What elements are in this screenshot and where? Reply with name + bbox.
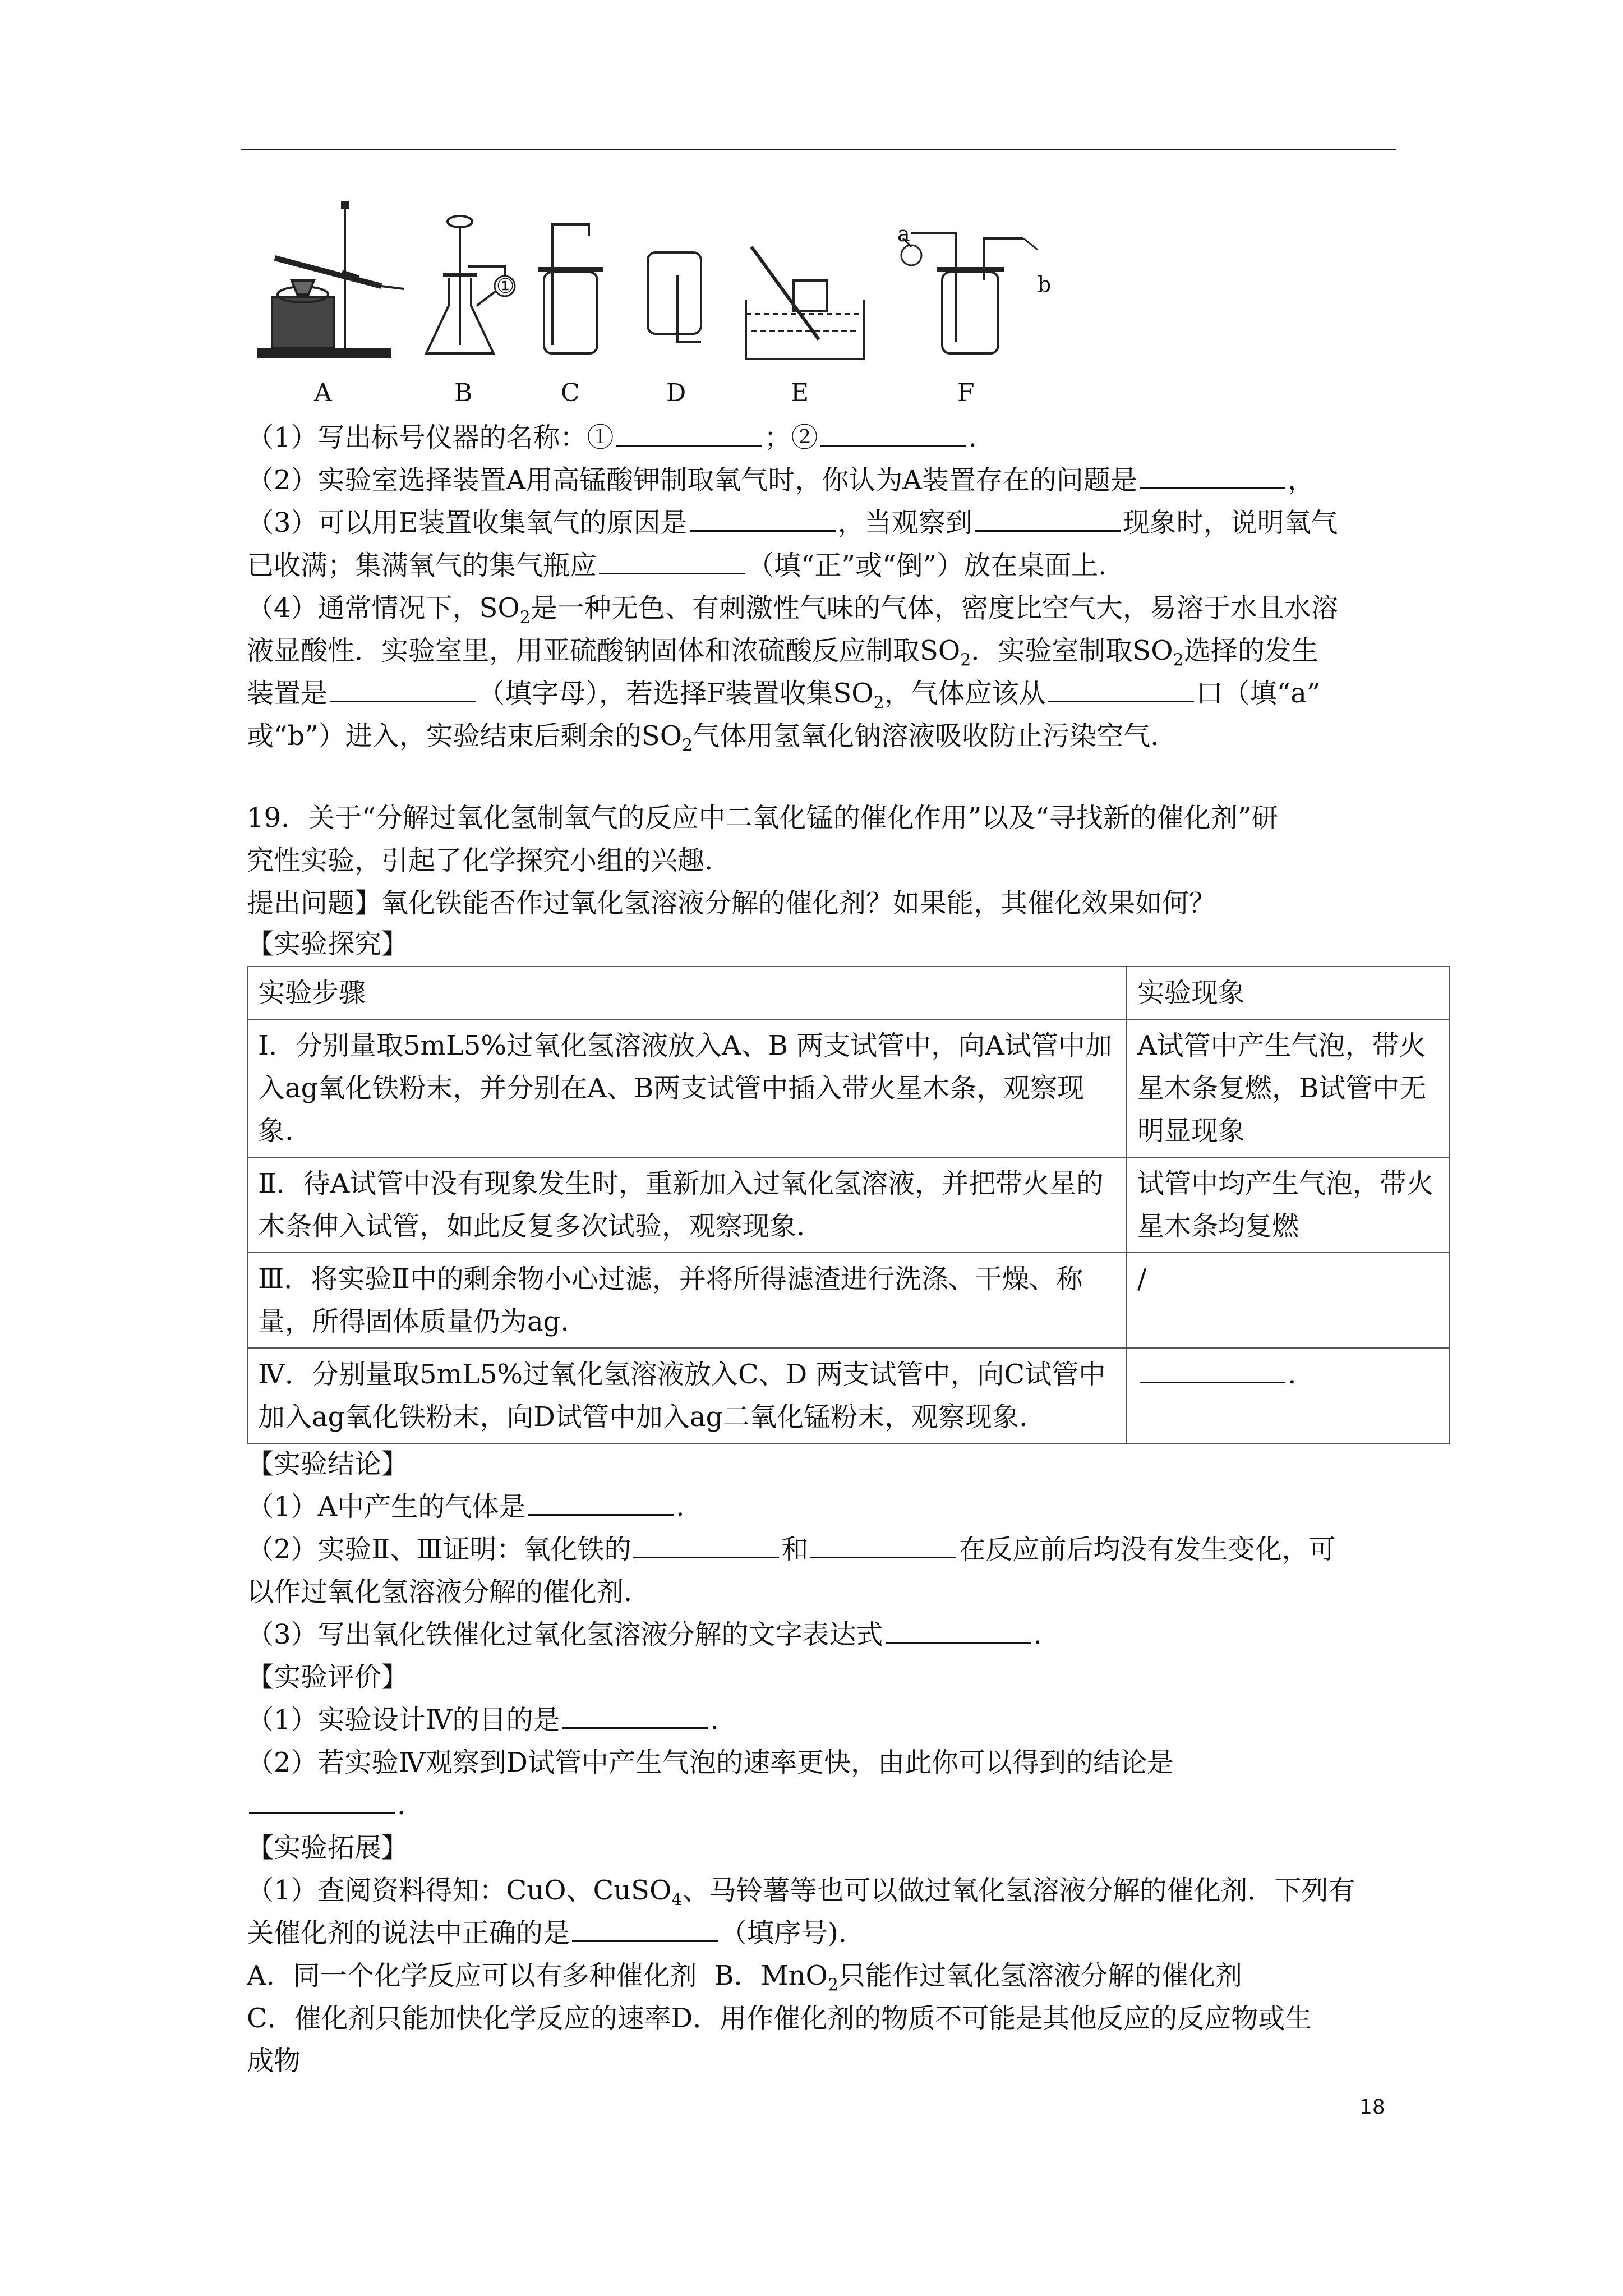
table-row [247, 1253, 1450, 1348]
table-header-row [247, 967, 1450, 1019]
apparatus-figure [241, 196, 1166, 415]
apparatus-e [746, 247, 864, 359]
q18-line-3: （3）可以用E装置收集氧气的原因是 ，当观察到 现象时，说明氧气 [247, 501, 1338, 544]
option-b: B．MnO$_2$只能作过氧化氢溶液分解的催化剂 [714, 1960, 1242, 1995]
q18-line-7: 装置是 （填字母），若选择F装置收集$SO_2$，气体应该从 口（填“a” [247, 672, 1320, 725]
evaluation-2: （2）若实验Ⅳ观察到D试管中产生气泡的速率更快，由此你可以得到的结论是 [247, 1747, 1174, 1778]
label-a: A [314, 379, 332, 407]
q18-line-8: 或“b”）进入，实验结束后剩余的$SO_2$气体用氢氧化钠溶液吸收防止污染空气. [247, 720, 1159, 756]
apparatus-f [901, 233, 1038, 353]
table-cell-observation: A试管中产生气泡，带火星木条复燃，B试管中无明显现象 [1127, 1019, 1450, 1157]
callout-a: a [897, 222, 910, 246]
callout-1: ① [496, 275, 515, 298]
conclusion-1: （1）A中产生的气体是 . [247, 1485, 684, 1528]
section-explore: 【实验探究】 [247, 928, 409, 960]
q19-question: 提出问题】氧化铁能否作过氧化氢溶液分解的催化剂？如果能，其催化效果如何？ [247, 887, 1216, 919]
evaluation-1: （1）实验设计Ⅳ的目的是 . [247, 1699, 719, 1741]
apparatus-a [258, 202, 404, 357]
q18-line-2: （2）实验室选择装置A用高锰酸钾制取氧气时，你认为A装置存在的问题是 ， [247, 459, 1315, 501]
answer-blank[interactable] [599, 548, 745, 574]
answer-blank[interactable] [690, 505, 836, 532]
table-cell-step: Ⅱ．待A试管中没有现象发生时，重新加入过氧化氢溶液，并把带火星的木条伸入试管，如此反复多次试验，观察现象. [247, 1157, 1127, 1253]
table-header: 实验步骤 [247, 967, 1127, 1019]
option-d: D．用作催化剂的物质不可能是其他反应的反应物或生 [671, 2003, 1312, 2034]
answer-blank[interactable] [1048, 676, 1194, 702]
options-cd [247, 1997, 1312, 2040]
answer-blank[interactable] [616, 420, 762, 447]
apparatus-d [648, 252, 701, 342]
answer-blank[interactable] [975, 505, 1121, 532]
extension-1: （1）查阅资料得知：CuO、CuSO$_4$、马铃薯等也可以做过氧化氢溶液分解的催化剂．下列有 [247, 1875, 1355, 1910]
callout-b: b [1038, 272, 1052, 297]
answer-blank[interactable] [249, 1788, 395, 1814]
option-c: C．催化剂只能加快化学反应的速率 [247, 2003, 671, 2034]
answer-blank[interactable] [572, 1916, 718, 1942]
q18-line-6: 液显酸性．实验室里，用亚硫酸钠固体和浓硫酸反应制取$SO_2$．实验室制取$SO_2$选择的发生 [247, 635, 1318, 670]
table-header: 实验现象 [1127, 967, 1450, 1019]
q19-intro-1: 19．关于“分解过氧化氢制氧气的反应中二氧化锰的催化作用”以及“寻找新的催化剂”研 [247, 802, 1279, 834]
label-b: B [454, 379, 473, 407]
label-d: D [666, 379, 686, 407]
answer-blank[interactable] [562, 1703, 708, 1729]
conclusion-2: （2）实验Ⅱ、Ⅲ证明：氧化铁的 和 在反应前后均没有发生变化，可 [247, 1528, 1336, 1571]
table-cell-observation: . [1127, 1348, 1450, 1443]
section-evaluation: 【实验评价】 [247, 1662, 409, 1693]
experiment-table [247, 966, 1450, 1444]
conclusion-2-cont: 以作过氧化氢溶液分解的催化剂. [247, 1576, 633, 1608]
evaluation-2-answer: . [247, 1784, 405, 1826]
q19-intro-2: 究性实验，引起了化学探究小组的兴趣. [247, 845, 713, 876]
table-cell-step: Ⅲ．将实验Ⅱ中的剩余物小心过滤，并将所得滤渣进行洗涤、干燥、称量，所得固体质量仍为ag. [247, 1253, 1127, 1348]
extension-2: 关催化剂的说法中正确的是 （填序号). [247, 1912, 847, 1954]
answer-blank[interactable] [886, 1617, 1031, 1644]
answer-blank[interactable] [810, 1532, 956, 1558]
section-conclusion: 【实验结论】 [247, 1448, 409, 1480]
section-extension: 【实验拓展】 [247, 1832, 409, 1864]
answer-blank[interactable] [633, 1532, 779, 1558]
label-e: E [791, 379, 809, 407]
q18-line-4: 已收满；集满氧气的集气瓶应 （填“正”或“倒”）放在桌面上. [247, 544, 1106, 587]
page-number: 18 [1359, 2096, 1385, 2119]
conclusion-3: （3）写出氧化铁催化过氧化氢溶液分解的文字表达式 . [247, 1613, 1042, 1656]
answer-blank[interactable] [330, 676, 476, 702]
table-cell-observation: 试管中均产生气泡，带火星木条均复燃 [1127, 1157, 1450, 1253]
answer-blank[interactable] [820, 420, 966, 447]
answer-blank[interactable] [1140, 1357, 1285, 1383]
q18-line-5: （4）通常情况下，$SO_2$是一种无色、有刺激性气味的气体，密度比空气大，易溶于水且水溶 [247, 592, 1338, 628]
answer-blank[interactable] [1140, 463, 1285, 489]
table-row [247, 1157, 1450, 1253]
label-c: C [561, 379, 580, 407]
label-f: F [957, 379, 975, 407]
table-cell-step: Ⅰ．分别量取5mL5%过氧化氢溶液放入A、B 两支试管中，向A试管中加入ag氧化铁粉末，并分别在A、B两支试管中插入带火星木条，观察现象. [247, 1019, 1127, 1157]
header-rule [241, 149, 1396, 150]
q18-line-1: （1）写出标号仪器的名称：① ；② . [247, 416, 977, 459]
option-d-cont: 成物 [247, 2045, 301, 2077]
table-cell-step: Ⅳ．分别量取5mL5%过氧化氢溶液放入C、D 两支试管中，向C试管中加入ag氧化铁粉末，向D试管中加入ag二氧化锰粉末，观察现象. [247, 1348, 1127, 1443]
option-a: A．同一个化学反应可以有多种催化剂 [247, 1960, 697, 1991]
table-row [247, 1019, 1450, 1157]
table-cell-observation: / [1127, 1253, 1450, 1348]
answer-blank[interactable] [528, 1489, 674, 1516]
apparatus-c [538, 224, 603, 353]
table-row [247, 1348, 1450, 1443]
